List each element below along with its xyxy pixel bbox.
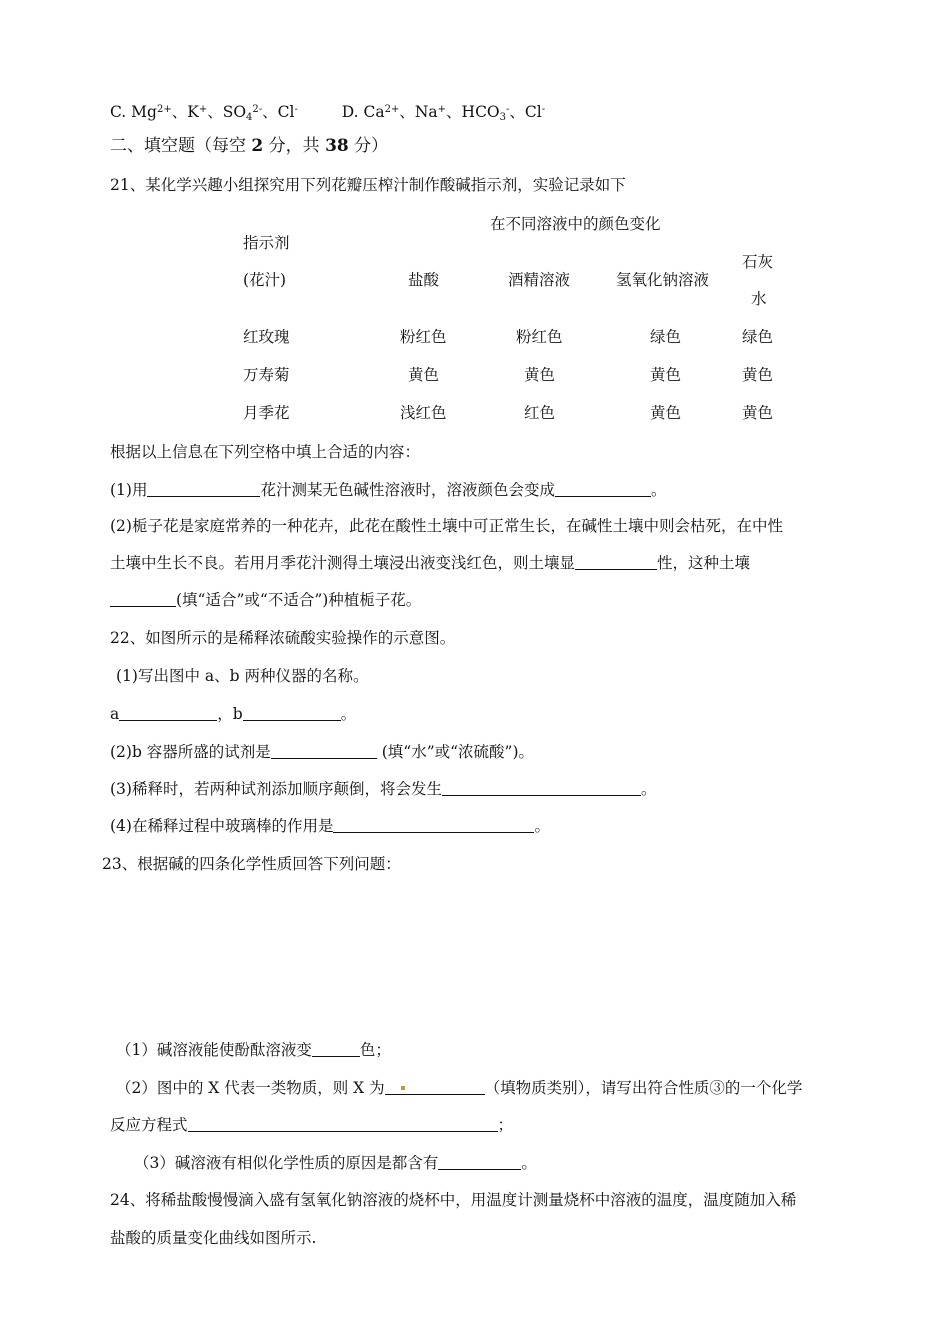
table-cell: 黄色 — [742, 404, 774, 422]
table-cell: 黄色 — [408, 366, 440, 384]
table-header-indicator-sub: (花汁) — [243, 271, 287, 289]
table-cell: 浅红色 — [400, 404, 447, 422]
option-d: D. $Ca^{2+}$、Na+、$HCO_3^-$、Cl- — [341, 103, 546, 123]
answer-blank[interactable] — [312, 1040, 360, 1057]
q21-prompt: 根据以上信息在下列空格中填上合适的内容： — [110, 443, 421, 461]
table-cell: 万寿菊 — [243, 366, 290, 384]
table-cell: 红色 — [524, 404, 556, 422]
answer-blank[interactable] — [271, 742, 377, 759]
q21-part2-line2: 土壤中生长不良。若用月季花汁测得土壤浸出液变浅红色，则土壤显 性，这种土壤 — [110, 554, 751, 572]
q22-part4: (4)在稀释过程中玻璃棒的作用是 。 — [110, 817, 550, 835]
table-cell: 绿色 — [742, 328, 774, 346]
table-cell: 红玫瑰 — [243, 328, 290, 346]
q21-part1: (1)用 花汁测某无色碱性溶液时，溶液颜色会变成 。 — [110, 481, 667, 499]
table-header-limewater: 石灰 — [742, 253, 774, 271]
q22-part1-answers: a ，b 。 — [110, 705, 357, 723]
table-header-hcl: 盐酸 — [408, 271, 440, 289]
answer-blank[interactable] — [575, 553, 657, 570]
q24-line2: 盐酸的质量变化曲线如图所示. — [110, 1229, 317, 1247]
q24-line1: 24、将稀盐酸慢慢滴入盛有氢氧化钠溶液的烧杯中，用温度计测量烧杯中溶液的温度，温度随加入稀 — [110, 1191, 797, 1209]
section-heading: 二、填空题（每空 2 分，共 38 分） — [110, 136, 389, 156]
table-cell: 黄色 — [524, 366, 556, 384]
answer-blank[interactable] — [188, 1115, 498, 1132]
answer-blank[interactable] — [119, 704, 217, 721]
answer-blank[interactable] — [333, 816, 534, 833]
table-cell: 黄色 — [650, 366, 682, 384]
answer-blank[interactable] — [110, 590, 176, 607]
answer-blank[interactable] — [385, 1078, 485, 1095]
table-cell: 粉红色 — [400, 328, 447, 346]
answer-options-line — [110, 100, 545, 128]
ink-dot — [401, 1086, 405, 1090]
table-header-limewater-2: 水 — [751, 290, 767, 308]
q23-intro: 23、根据碱的四条化学性质回答下列问题： — [102, 855, 401, 873]
answer-blank[interactable] — [442, 779, 641, 796]
table-header-naoh: 氢氧化钠溶液 — [616, 271, 710, 289]
q21-intro: 21、某化学兴趣小组探究用下列花瓣压榨汁制作酸碱指示剂，实验记录如下 — [110, 176, 626, 194]
q23-part2-equation: 反应方程式 ； — [110, 1116, 514, 1134]
table-cell: 绿色 — [650, 328, 682, 346]
table-cell: 月季花 — [243, 404, 290, 422]
q23-part3: （3）碱溶液有相似化学性质的原因是都含有 。 — [134, 1154, 537, 1172]
table-header-alcohol: 酒精溶液 — [508, 271, 571, 289]
table-group-header: 在不同溶液中的颜色变化 — [490, 215, 661, 233]
table-cell: 黄色 — [650, 404, 682, 422]
table-header-indicator: 指示剂 — [243, 234, 290, 252]
q22-part1: (1)写出图中 a、b 两种仪器的名称。 — [116, 667, 369, 685]
q21-part2-line1: (2)栀子花是家庭常养的一种花卉，此花在酸性土壤中可正常生长，在碱性土壤中则会枯死，在中性 — [110, 517, 783, 535]
q22-intro: 22、如图所示的是稀释浓硫酸实验操作的示意图。 — [110, 629, 456, 647]
q23-part2: （2）图中的 X 代表一类物质，则 X 为 （填物质类别），请写出符合性质③的一个化学 — [116, 1079, 803, 1097]
q21-part2-line3: (填“适合”或“不适合”)种植栀子花。 — [110, 590, 421, 610]
q22-part2: (2)b 容器所盛的试剂是 (填“水”或“浓硫酸”)。 — [110, 743, 535, 761]
table-cell: 粉红色 — [516, 328, 563, 346]
q23-part1: （1）碱溶液能使酚酞溶液变 色； — [116, 1041, 391, 1059]
answer-blank[interactable] — [243, 704, 341, 721]
answer-blank[interactable] — [438, 1153, 521, 1170]
answer-blank[interactable] — [147, 480, 260, 497]
table-cell: 黄色 — [742, 366, 774, 384]
answer-blank[interactable] — [555, 480, 651, 497]
q22-part3: (3)稀释时，若两种试剂添加顺序颠倒，将会发生 。 — [110, 780, 657, 798]
option-c: C. $Mg^{2+}$、K+、$SO_4^{2-}$、Cl- — [110, 103, 298, 123]
